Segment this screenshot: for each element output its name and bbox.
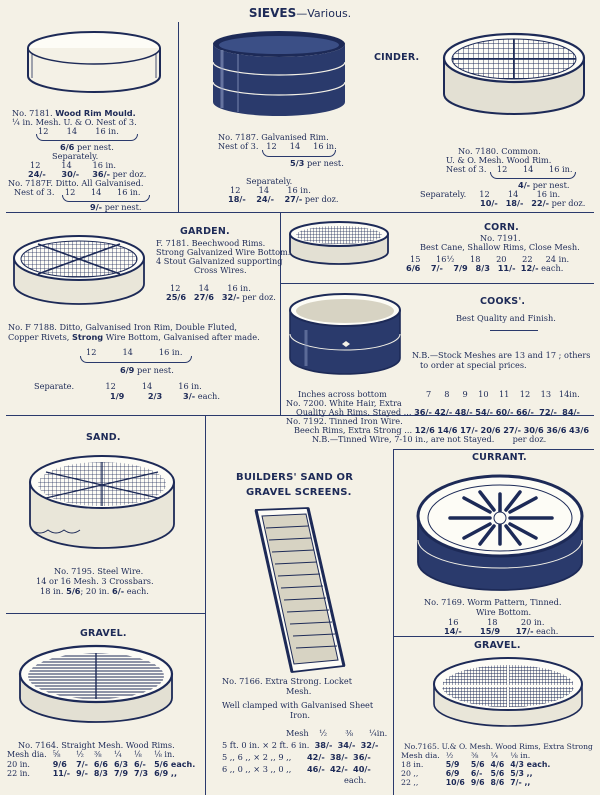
garden-separate: Separate. 12 14 16 in.	[34, 381, 202, 391]
divider-h-corn	[280, 283, 594, 284]
currant-line2: Wire Bottom.	[476, 607, 532, 617]
cinder-nest-line: Nest of 3. 12 14 16 in.	[446, 164, 573, 174]
builders-mesh-label: Mesh ½ ⅜ ¼in.	[286, 728, 388, 738]
cinder-nest-price: 4/- per nest.	[518, 180, 570, 190]
wood-rim-number: No. 7181.	[12, 108, 53, 118]
wood-rim-sieve-illustration	[20, 28, 168, 100]
galv-brace	[262, 150, 336, 157]
gravel-left-line1: No. 7164. Straight Mesh. Wood Rims.	[18, 740, 175, 750]
corn-heading: CORN.	[484, 222, 519, 233]
builders-line2: Mesh.	[286, 686, 312, 696]
garden-sizes: 12 14 16 in.	[170, 283, 251, 293]
garden-prices: 25/6 27/6 32/- per doz.	[166, 292, 276, 302]
divider-v-top-left	[178, 22, 179, 212]
table-row: 22 ,, 10/6 9/6 8/6 7/- ,,	[401, 778, 531, 787]
sand-line3: 18 in. 5/6; 20 in. 6/- each.	[40, 586, 149, 596]
title-bold: SIEVES	[248, 6, 297, 20]
currant-prices: 14/- 15/9 17/- each.	[444, 626, 559, 636]
table-row: 20 in. 9/6 7/- 6/6 6/3 6/- 5/6 each.	[7, 759, 196, 769]
cinder-brace	[490, 172, 576, 179]
cinder-sieve-illustration	[438, 28, 590, 120]
divider-v-sand	[205, 415, 206, 795]
sand-heading: SAND.	[86, 432, 121, 443]
wood-rim-line2: ¼ in. Mesh. U. & O. Nest of 3.	[12, 117, 137, 127]
builders-row-3: 6 ,, 0 ,, × 3 ,, 0 ,, 46/- 42/- 40/-	[222, 764, 371, 774]
cooks-7200-line1: No. 7200. White Hair, Extra	[286, 398, 402, 408]
builders-line3: Well clamped with Galvanised Sheet	[222, 700, 374, 710]
wood-rim-brace	[36, 134, 138, 141]
corn-sieve-illustration	[286, 216, 392, 274]
corn-prices: 6/6 7/- 7/9 8/3 11/- 12/- each.	[406, 263, 564, 273]
garden-line2: Strong Galvanized Wire Bottom.	[156, 247, 291, 257]
gravel-right-heading: GRAVEL.	[474, 640, 521, 651]
builders-row-2: 5 ,, 6 ,, × 2 ,, 9 ,, 42/- 38/- 36/-	[222, 752, 371, 762]
cinder-line2: U. & O. Mesh. Wood Rim.	[446, 155, 552, 165]
cooks-sub-rule	[490, 330, 538, 331]
galv-line2: Nest of 3. 12 14 16 in.	[218, 141, 337, 151]
gravel-left-header-row: Mesh dia. ⅝ ½ ⅜ ¼ ⅛ ⅛ in.	[7, 750, 175, 759]
cooks-heading: COOKS'.	[480, 296, 526, 307]
garden-nest-sizes: 12 14 16 in.	[86, 347, 183, 357]
title-rest: —Various.	[296, 7, 352, 20]
wood-rim-7187f: No. 7187F. Ditto. All Galvanised.	[8, 178, 144, 188]
garden-nest-price: 6/9 per nest.	[120, 365, 174, 375]
divider-h-currant-gravel	[393, 636, 594, 637]
gravel-left-sieve-illustration	[14, 640, 178, 734]
galv-sep-prices: 18/- 24/- 27/- per doz.	[228, 194, 339, 204]
galv-line1: No. 7187. Galvanised Rim.	[218, 132, 329, 142]
divider-h-row1	[6, 212, 594, 213]
gravel-screen-illustration	[250, 506, 350, 674]
wood-rim-nest2-price: 9/- per nest.	[90, 202, 142, 212]
divider-v-garden	[280, 212, 281, 415]
cinder-sep-prices: 10/- 18/- 22/- per doz.	[480, 198, 586, 208]
cinder-line1: No. 7180. Common.	[458, 146, 541, 156]
currant-line1: No. 7169. Worm Pattern, Tinned.	[424, 597, 562, 607]
table-row: 22 in. 11/- 9/- 8/3 7/9 7/3 6/9 ,,	[7, 769, 178, 778]
builders-each: each.	[344, 775, 367, 785]
cooks-inches: 7 8 9 10 11 12 13 14in.	[426, 389, 580, 399]
gravel-right-table	[398, 751, 553, 787]
wood-rim-sep-prices: 24/- 30/- 36/- per doz.	[28, 169, 147, 179]
garden-heading: GARDEN.	[180, 226, 230, 237]
gravel-left-heading: GRAVEL.	[80, 628, 127, 639]
builders-line4: Iron.	[290, 710, 310, 720]
page-title	[0, 6, 600, 20]
corn-sizes: 15 16½ 18 20 22 24 in.	[410, 254, 570, 264]
corn-line1: No. 7191.	[480, 233, 521, 243]
cooks-inches-label: Inches across bottom	[298, 389, 387, 399]
garden-line3: 4 Stout Galvanized supporting	[156, 256, 283, 266]
divider-h-sand-gravel	[6, 613, 205, 614]
wood-rim-name: Wood Rim Mould.	[55, 108, 136, 118]
cooks-note3: N.B.—Tinned Wire, 7-10 in., are not Stayed. per doz.	[312, 434, 547, 444]
galvanised-nest-illustration	[208, 28, 350, 124]
gravel-left-table	[4, 750, 198, 779]
wood-rim-nest-price: 6/6 per nest.	[60, 142, 114, 152]
wood-rim-sizes: 12 14 16 in.	[38, 126, 119, 136]
garden-sep-prices: 1/9 2/3 3/- each.	[110, 391, 220, 401]
currant-sieve-illustration	[410, 466, 590, 594]
cooks-sieve-illustration	[286, 290, 404, 382]
garden-line1: F. 7181. Beechwood Rims.	[156, 238, 266, 248]
garden-line5b: Copper Rivets, Strong Wire Bottom, Galvanised after made.	[8, 332, 260, 342]
wood-rim-nest-line: Nest of 3. 12 14 16 in.	[14, 187, 141, 197]
currant-heading: CURRANT.	[472, 452, 527, 463]
galv-sep-sizes: 12 14 16 in.	[230, 185, 311, 195]
cinder-separately: Separately. 12 14 16 in.	[420, 189, 561, 199]
cooks-7192-line1: No. 7192. Tinned Iron Wire.	[286, 416, 403, 426]
cinder-heading: CINDER.	[374, 52, 420, 63]
wood-rim-brace-2	[62, 195, 150, 202]
builders-heading-1: BUILDERS' SAND OR	[236, 472, 354, 483]
cooks-7200-line2: Quality Ash Rims, Stayed ... 36/- 42/- 48/- 54/- 60/- 66/- 72/- 84/-	[296, 407, 580, 417]
cooks-subtitle: Best Quality and Finish.	[456, 313, 556, 323]
cooks-note1: N.B.—Stock Meshes are 13 and 17 ; others	[412, 350, 591, 360]
divider-v-currant	[393, 449, 394, 795]
garden-brace	[80, 356, 192, 363]
sand-sieve-illustration	[24, 446, 180, 556]
builders-line1: No. 7166. Extra Strong. Locket	[222, 676, 352, 686]
builders-row-1: 5 ft. 0 in. × 2 ft. 6 in. 38/- 34/- 32/-	[222, 740, 379, 750]
garden-line5a: No. F 7188. Ditto, Galvanised Iron Rim, Double Fluted,	[8, 322, 238, 332]
gravel-right-line1: No.7165. U.& O. Mesh. Wood Rims, Extra Strong	[404, 742, 593, 751]
currant-sizes: 16 18 20 in.	[448, 617, 545, 627]
gravel-right-header-row: Mesh dia. ½ ⅜ ¼ ⅛ in.	[401, 751, 531, 760]
divider-h-cooks	[393, 449, 594, 450]
garden-line4: Cross Wires.	[194, 265, 247, 275]
garden-sieve-illustration	[8, 228, 150, 310]
sand-line1: No. 7195. Steel Wire.	[54, 566, 144, 576]
cooks-7192-line2: Beech Rims, Extra Strong ... 12/6 14/6 17/- 20/6 27/- 30/6 36/6 43/6	[294, 425, 590, 435]
cooks-note2: to order at special prices.	[420, 360, 527, 370]
wood-rim-separately: Separately.	[52, 151, 99, 161]
builders-heading-2: GRAVEL SCREENS.	[246, 487, 352, 498]
table-row: 18 in. 5/9 5/6 4/6 4/3 each.	[401, 760, 551, 769]
wood-rim-sep-sizes: 12 14 16 in.	[30, 160, 117, 170]
corn-line2: Best Cane, Shallow Rims, Close Mesh.	[420, 242, 580, 252]
galv-separately: Separately.	[246, 176, 293, 186]
gravel-right-sieve-illustration	[428, 652, 588, 738]
galv-nest-price: 5/3 per nest.	[290, 158, 344, 168]
table-row: 20 ,, 6/9 6/- 5/6 5/3 ,,	[401, 769, 533, 778]
sand-line2: 14 or 16 Mesh. 3 Crossbars.	[36, 576, 154, 586]
